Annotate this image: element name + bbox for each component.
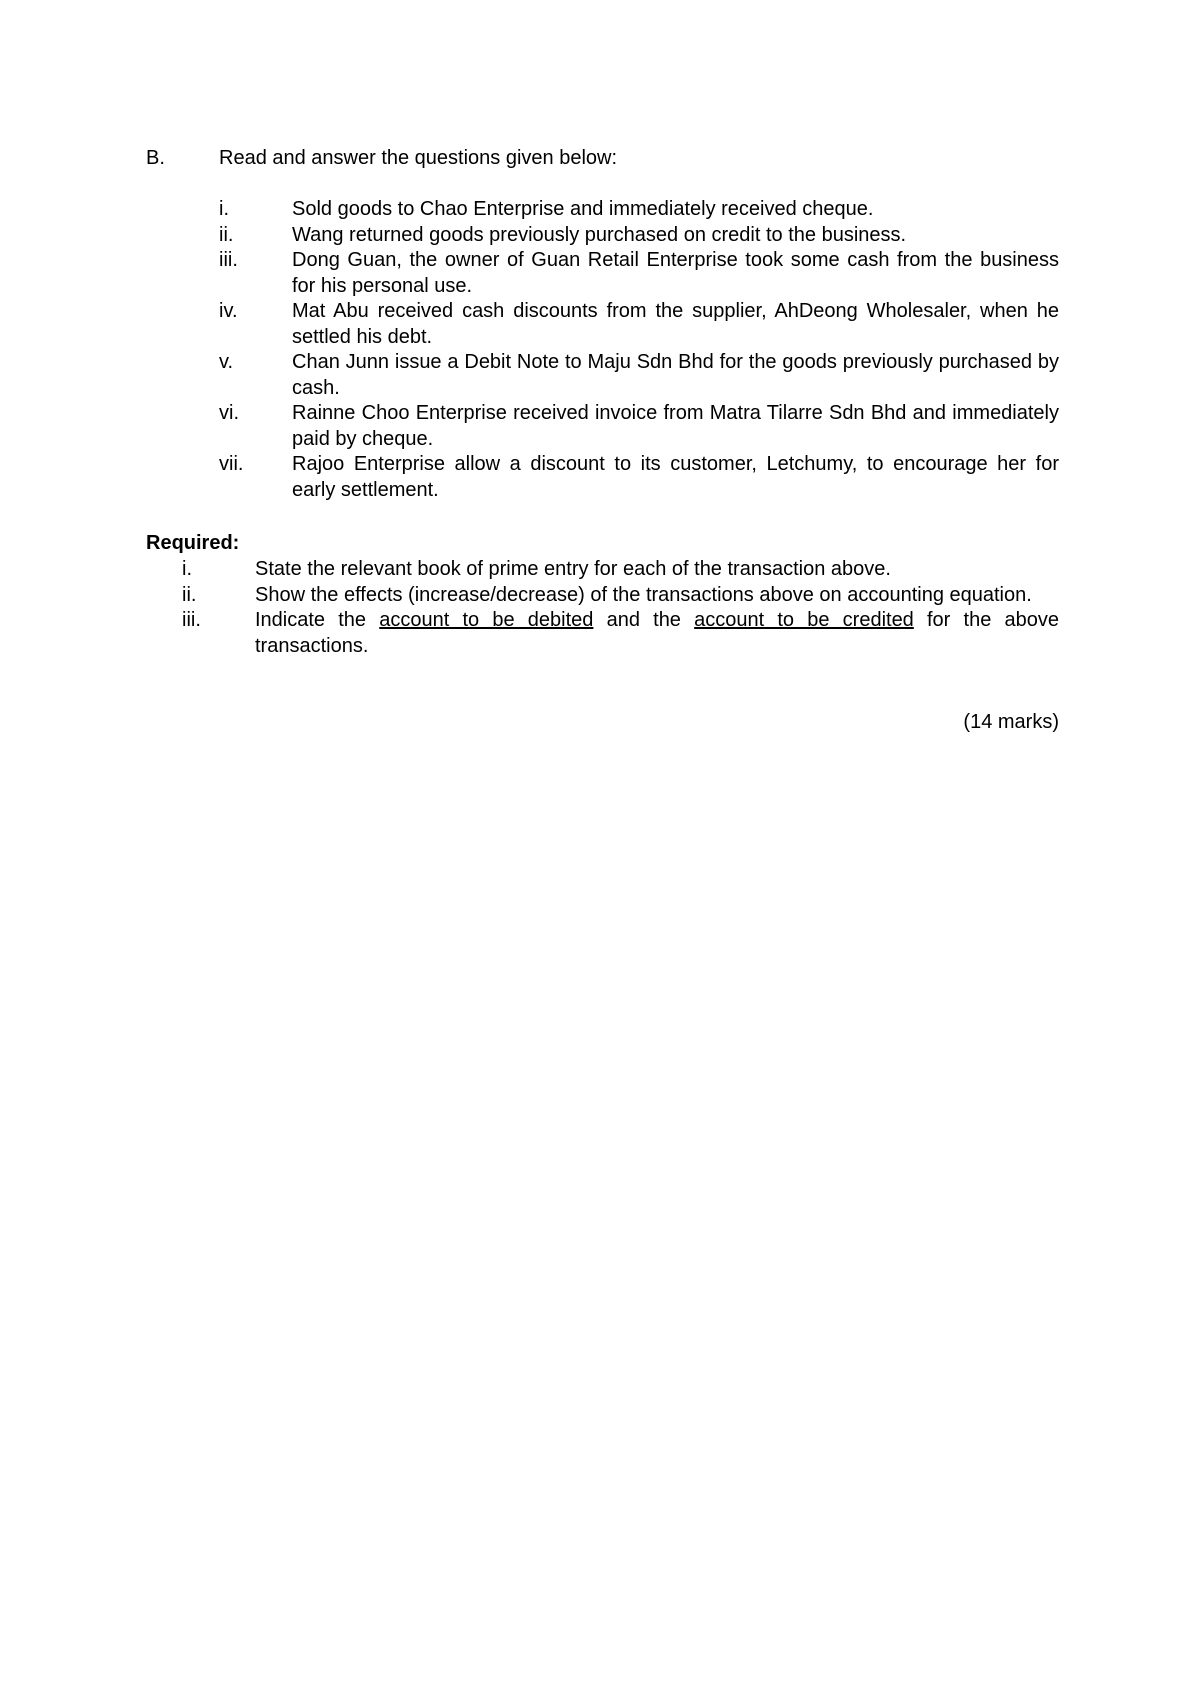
account-debited-underlined: account to be debited [379, 609, 594, 631]
transaction-text: Chan Junn issue a Debit Note to Maju Sdn Bhd for the goods previously purchased by cash. [292, 351, 1059, 399]
transaction-text: Sold goods to Chao Enterprise and immediately received cheque. [292, 198, 874, 220]
transaction-text: Dong Guan, the owner of Guan Retail Enterprise took some cash from the business for his personal use. [292, 249, 1059, 297]
required-text [255, 608, 1059, 659]
marks-allocation: (14 marks) [963, 711, 1059, 733]
transaction-number: v. [219, 351, 234, 373]
required-text-part: and the [593, 609, 695, 631]
required-item [182, 557, 1059, 583]
transaction-number: i. [219, 198, 229, 220]
account-credited-underlined: account to be credited [694, 609, 914, 631]
required-text-part: for the above transactions. [255, 609, 1060, 657]
required-number: ii. [182, 583, 197, 606]
section-heading [146, 146, 1066, 172]
required-number: iii. [182, 609, 201, 631]
transaction-number: iv. [219, 300, 238, 322]
transaction-text: Wang returned goods previously purchased on credit to the business. [292, 223, 907, 246]
transaction-item [219, 452, 1059, 503]
transaction-item [219, 197, 1059, 223]
transaction-item [219, 299, 1059, 350]
required-number: i. [182, 558, 192, 580]
required-text: State the relevant book of prime entry for each of the transaction above. [255, 558, 891, 580]
transaction-text: Mat Abu received cash discounts from the supplier, AhDeong Wholesaler, when he settled his debt. [292, 300, 1059, 348]
transaction-number: vi. [219, 402, 239, 424]
section-instruction: Read and answer the questions given below: [219, 147, 618, 169]
transaction-text: Rajoo Enterprise allow a discount to its customer, Letchumy, to encourage her for early settlement. [292, 453, 1059, 501]
required-item [182, 583, 1059, 609]
required-text-part: Indicate the [255, 609, 380, 631]
transaction-number: iii. [219, 249, 238, 271]
transaction-item [219, 401, 1059, 452]
transaction-text: Rainne Choo Enterprise received invoice from Matra Tilarre Sdn Bhd and immediately paid by cheque. [292, 402, 1059, 450]
required-item [182, 608, 1059, 659]
transaction-item [219, 350, 1059, 401]
transaction-number: ii. [219, 223, 234, 246]
required-text: Show the effects (increase/decrease) of the transactions above on accounting equation. [255, 583, 1032, 606]
transaction-item [219, 248, 1059, 299]
transaction-number: vii. [219, 453, 244, 475]
required-heading: Required: [146, 532, 240, 554]
section-letter: B. [146, 147, 165, 169]
transaction-item [219, 223, 1059, 249]
required-list [182, 557, 1059, 659]
transaction-list [219, 197, 1059, 503]
